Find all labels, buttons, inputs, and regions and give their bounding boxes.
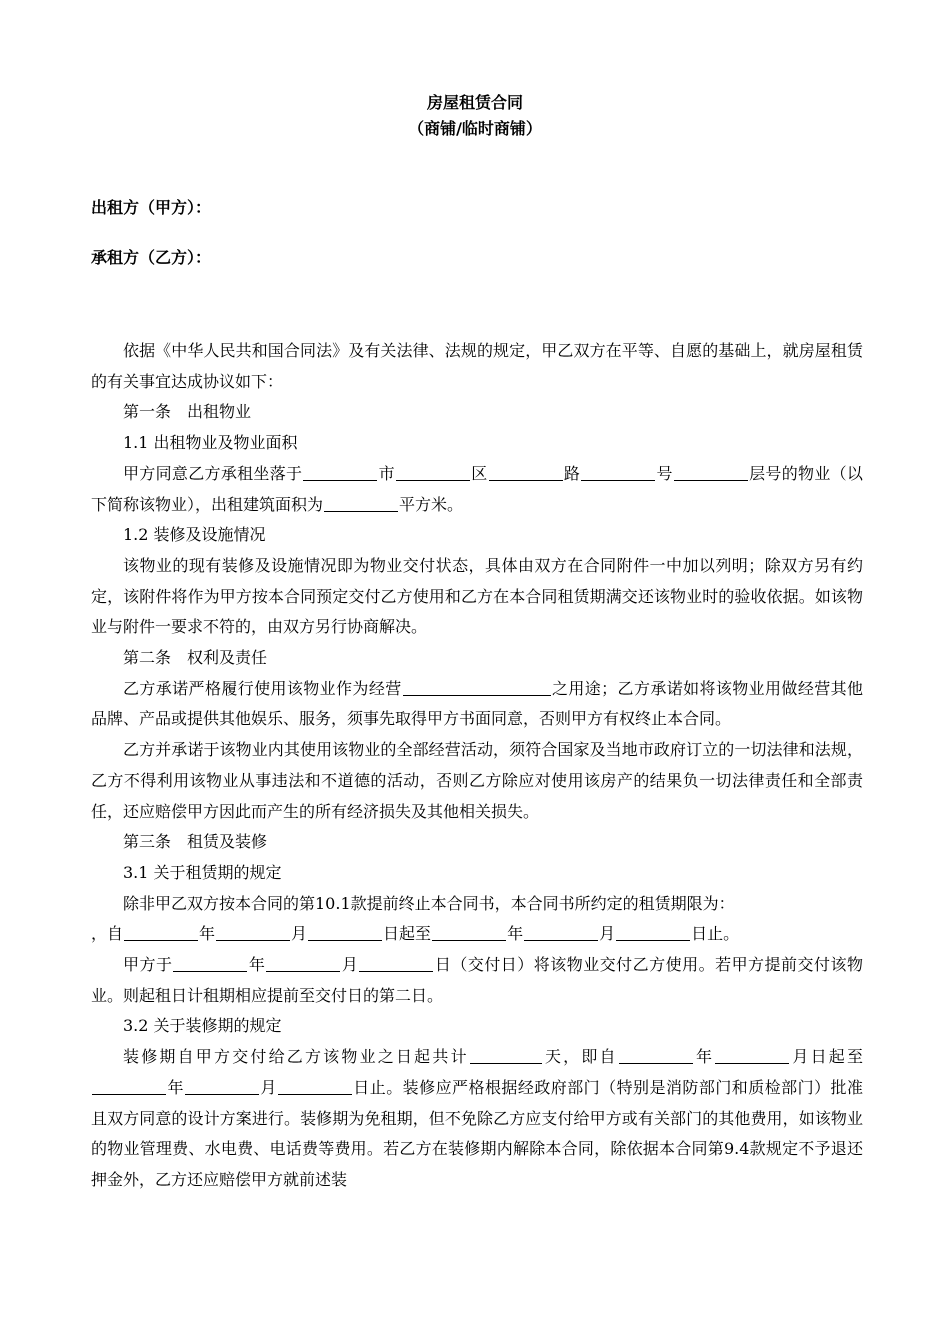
article-1-heading: 第一条 出租物业 xyxy=(123,402,252,422)
text-segment: 日（交付日）将该物业交付乙方使用。若甲方提前交付该物业。则起租日计租期相应提前至交付日的第二日。 xyxy=(91,955,863,1005)
text-segment: 日止。装修应严格根据经政府部门（特别是消防部门和质检部门）批准且双方同意的设计方案进行。装修期为免租期，但不免除乙方应支付给甲方或有关部门的其他费用，如该物业的物业管理费、水电费、电话费等费用。若乙方在装修期内解除本合同，除依据本合同第9.4款规定不予退还押金外，乙方还应赔偿甲方就前述装 xyxy=(91,1077,863,1189)
text-segment: 月 xyxy=(599,924,616,944)
text-segment: 日止。 xyxy=(691,924,740,944)
text-segment: 月日起至 xyxy=(790,1047,863,1067)
fill-blank-start-month[interactable] xyxy=(216,922,290,941)
fill-blank-district[interactable] xyxy=(396,462,470,481)
text-segment: 甲方同意乙方承租坐落于 xyxy=(123,463,303,483)
section-3-1-paragraph-b xyxy=(91,919,863,950)
text-segment: 之用途；乙方承诺如将该物业用做经营其他品牌、产品或提供其他娱乐、服务，须事先取得甲方书面同意，否则甲方有权终止本合同。 xyxy=(91,678,863,729)
article-2-paragraph-1 xyxy=(91,674,863,735)
fill-blank-delivery-day[interactable] xyxy=(359,953,433,972)
fill-blank-delivery-year[interactable] xyxy=(173,953,247,972)
fill-blank-reno-end-year[interactable] xyxy=(92,1076,166,1095)
fill-blank-reno-start-year[interactable] xyxy=(619,1045,693,1064)
text-segment: 年 xyxy=(167,1077,184,1097)
fill-blank-floor[interactable] xyxy=(674,462,748,481)
text-segment: 甲方于 xyxy=(123,955,173,975)
text-segment: 乙方承诺严格履行使用该物业作为经营 xyxy=(123,678,402,698)
section-3-1-paragraph-a: 除非甲乙双方按本合同的第10.1款提前终止本合同书，本合同书所约定的租赁期限为： xyxy=(123,893,735,913)
intro-paragraph: 依据《中华人民共和国合同法》及有关法律、法规的规定，甲乙双方在平等、自愿的基础上，就房屋租赁的有关事宜达成协议如下： xyxy=(91,341,863,391)
section-1-2-paragraph: 该物业的现有装修及设施情况即为物业交付状态，具体由双方在合同附件一中加以列明；除双方另有约定，该附件将作为甲方按本合同预定交付乙方使用和乙方在本合同租赁期满交还该物业时的验收依据。如该物业与附件一要求不符的，由双方另行协商解决。 xyxy=(91,555,863,637)
fill-blank-business-use[interactable] xyxy=(403,677,551,696)
text-segment: 年 xyxy=(199,924,216,944)
fill-blank-city[interactable] xyxy=(303,462,377,481)
section-3-2-paragraph xyxy=(91,1042,863,1196)
article-2-heading: 第二条 权利及责任 xyxy=(123,648,268,668)
text-segment: 年 xyxy=(693,1047,715,1067)
section-3-1-paragraph-c xyxy=(91,950,863,1011)
text-segment: 月 xyxy=(341,955,359,975)
section-3-2-heading: 3.2 关于装修期的规定 xyxy=(123,1016,282,1036)
article-2-paragraph-2: 乙方并承诺于该物业内其使用该物业的全部经营活动，须符合国家及当地市政府订立的一切法律和法规，乙方不得利用该物业从事违法和不道德的活动，否则乙方除应对使用该房产的结果负一切法律责任和全部责任，还应赔偿甲方因此而产生的所有经济损失及其他相关损失。 xyxy=(91,740,863,821)
fill-blank-end-day[interactable] xyxy=(616,922,690,941)
section-1-1-paragraph xyxy=(91,459,863,520)
article-3-heading: 第三条 租赁及装修 xyxy=(123,832,268,852)
fill-blank-area[interactable] xyxy=(324,493,398,512)
fill-blank-reno-start-month[interactable] xyxy=(715,1045,789,1064)
text-segment: 年 xyxy=(507,924,524,944)
fill-blank-end-year[interactable] xyxy=(432,922,506,941)
fill-blank-number[interactable] xyxy=(581,462,655,481)
fill-blank-days[interactable] xyxy=(470,1045,542,1064)
section-1-1-heading: 1.1 出租物业及物业面积 xyxy=(123,433,298,453)
lessor-label: 出租方（甲方）： xyxy=(91,198,212,217)
text-segment: 天，即自 xyxy=(542,1047,618,1067)
fill-blank-start-day[interactable] xyxy=(308,922,382,941)
lessee-label: 承租方（乙方）： xyxy=(91,248,212,267)
text-segment: ，自 xyxy=(91,924,124,944)
text-segment: 年 xyxy=(248,955,266,975)
fill-blank-road[interactable] xyxy=(489,462,563,481)
text-segment: 路 xyxy=(563,463,581,483)
document-subtitle: （商铺/临时商铺） xyxy=(408,119,542,138)
text-segment: 区 xyxy=(470,463,488,483)
section-1-2-heading: 1.2 装修及设施情况 xyxy=(123,525,266,545)
fill-blank-start-year[interactable] xyxy=(124,922,198,941)
text-segment: 装修期自甲方交付给乙方该物业之日起共计 xyxy=(123,1047,469,1067)
text-segment: 层号的物业（以下简称该物业），出租建筑面积为 xyxy=(91,463,863,514)
fill-blank-delivery-month[interactable] xyxy=(266,953,340,972)
section-3-1-heading: 3.1 关于租赁期的规定 xyxy=(123,862,282,882)
text-segment: 日起至 xyxy=(383,924,432,944)
text-segment: 月 xyxy=(259,1077,277,1097)
fill-blank-reno-end-month[interactable] xyxy=(185,1076,259,1095)
fill-blank-reno-end-day[interactable] xyxy=(278,1076,352,1095)
text-segment: 号 xyxy=(656,463,673,483)
document-title: 房屋租赁合同 xyxy=(426,93,523,112)
contract-body xyxy=(91,336,863,1196)
text-segment: 平方米。 xyxy=(399,494,464,514)
text-segment: 月 xyxy=(291,924,308,944)
text-segment: 市 xyxy=(378,463,395,483)
fill-blank-end-month[interactable] xyxy=(524,922,598,941)
